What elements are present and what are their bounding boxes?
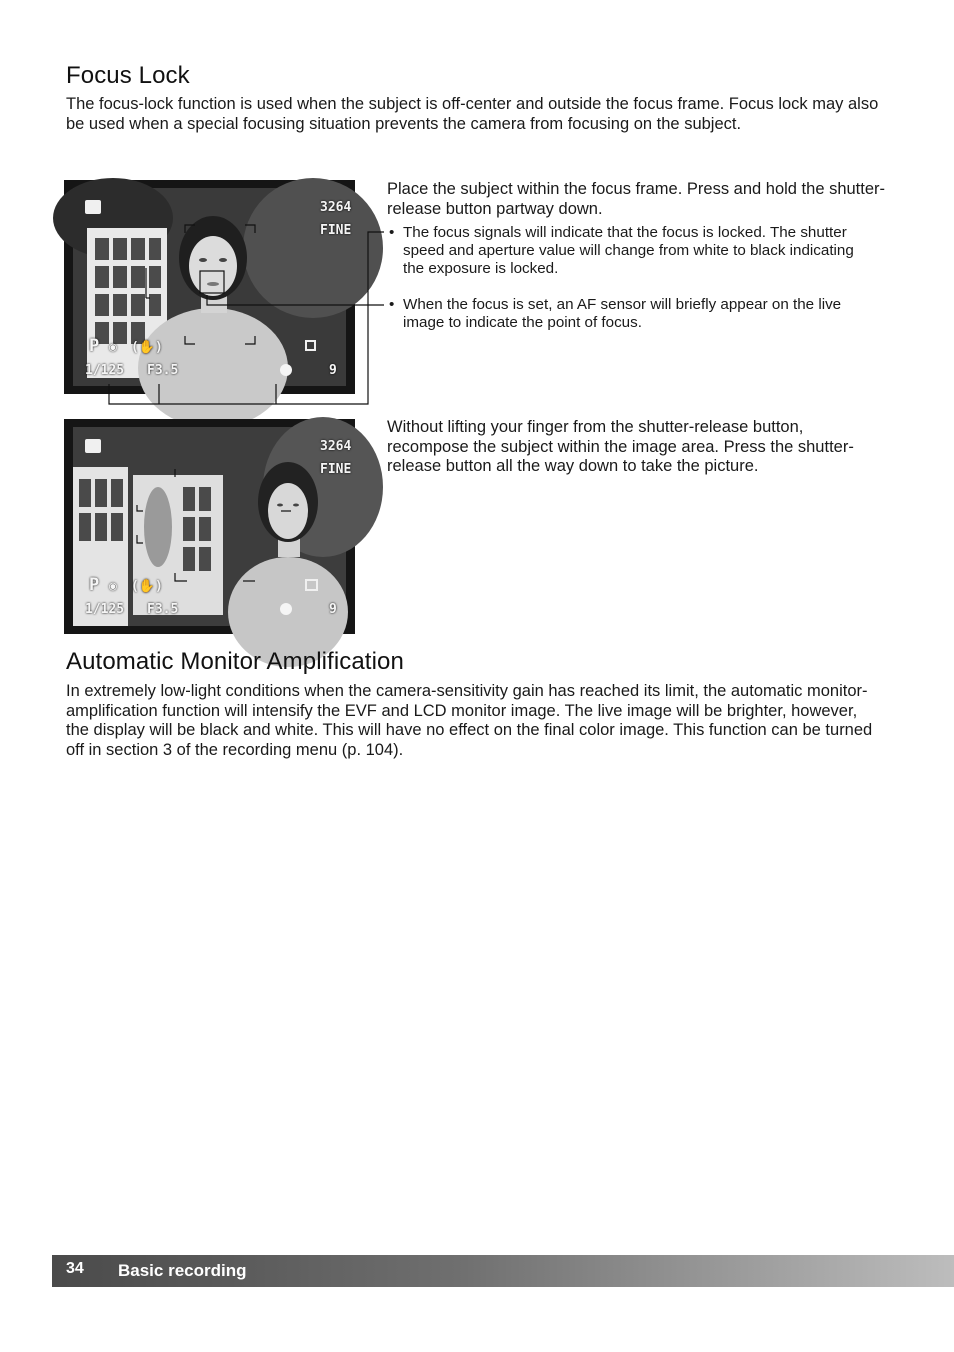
- live-image-scene: [73, 427, 352, 626]
- frame-counter-readout: 9: [329, 363, 337, 378]
- section-title-monitor-amplification: Automatic Monitor Amplification: [66, 648, 404, 675]
- shutter-speed-readout: 1/125: [85, 363, 125, 378]
- bullet-af-sensor: When the focus is set, an AF sensor will briefly appear on the live image to indicate the point of focus.: [403, 296, 842, 331]
- image-size-readout: 3264: [320, 439, 352, 454]
- bullet-marker: •: [389, 224, 395, 241]
- shutter-speed-readout: 1/125: [85, 602, 125, 617]
- bullet-focus-signal: The focus signals will indicate that the focus is locked. The shutter speed and aperture value will change from white to black indicating the exposure is locked.: [403, 224, 854, 277]
- step-2-instruction: Without lifting your finger from the shutter-release button, recompose the subject within the image area. Press the shutter-release button all the way down to take the picture.: [387, 418, 854, 476]
- anti-shake-icon: (✋): [131, 579, 163, 594]
- focus-signal-icon: [280, 603, 292, 615]
- frame-counter-readout: 9: [329, 602, 337, 617]
- monitor-amplification-body: In extremely low-light conditions when the camera-sensitivity gain has reached its limit, the automatic monitor-amplification function will intensify the EVF and LCD monitor image. The live image will be brighter, however, the display will be black and white. This will have no effect on the final color image. This function can be turned off in section 3 of the recording menu (p. 104).: [66, 682, 873, 759]
- metering-icon: ◉: [109, 579, 117, 594]
- footer-section-title: Basic recording: [118, 1261, 247, 1280]
- step-1-instruction: Place the subject within the focus frame. Press and hold the shutter-release button partway down.: [387, 180, 886, 218]
- camera-mode-icon: [85, 439, 101, 453]
- drive-mode-icon: [305, 579, 318, 591]
- aperture-readout: F3.5: [147, 363, 179, 378]
- section-title-focus-lock: Focus Lock: [66, 62, 190, 89]
- anti-shake-icon: (✋): [131, 340, 163, 355]
- focus-lock-intro: The focus-lock function is used when the subject is off-center and outside the focus frame. Focus lock may also be used when a special focusing situation prevents the camera from focusing on the subject.: [66, 95, 879, 133]
- page-number: 34: [66, 1260, 84, 1277]
- bullet-marker: •: [389, 296, 395, 313]
- quality-readout: FINE: [320, 223, 352, 238]
- metering-icon: ◉: [109, 340, 117, 355]
- aperture-readout: F3.5: [147, 602, 179, 617]
- quality-readout: FINE: [320, 462, 352, 477]
- exposure-mode-readout: P: [89, 336, 100, 356]
- exposure-mode-readout: P: [89, 575, 100, 595]
- portrait-photo: [73, 427, 346, 626]
- lcd-illustration-recomposed: [64, 419, 355, 634]
- image-size-readout: 3264: [320, 200, 352, 215]
